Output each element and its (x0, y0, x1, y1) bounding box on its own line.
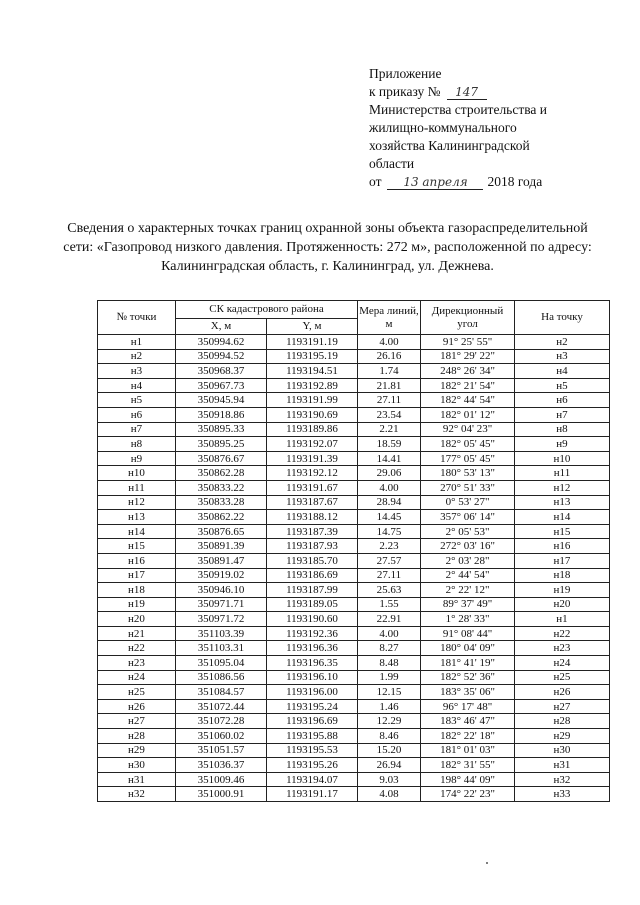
cell-x: 351009.46 (176, 772, 267, 787)
cell-to-point: н1 (515, 612, 610, 627)
cell-y: 1193195.19 (267, 349, 358, 364)
cell-point: н20 (98, 612, 176, 627)
table-row (98, 583, 610, 598)
cell-x: 350971.72 (176, 612, 267, 627)
ministry-line-1: Министерства строительства и (369, 102, 548, 117)
cell-point: н9 (98, 451, 176, 466)
date-suffix: 2018 года (487, 174, 543, 189)
order-prefix: к приказу № (369, 84, 441, 99)
cell-y: 1193194.07 (267, 772, 358, 787)
order-number: 147 (447, 85, 487, 100)
cell-direction: 1° 28' 33" (421, 612, 515, 627)
cell-direction: 181° 01' 03" (421, 743, 515, 758)
table-row (98, 568, 610, 583)
cell-direction: 96° 17' 48" (421, 699, 515, 714)
cell-direction: 2° 05' 53" (421, 524, 515, 539)
table-row (98, 699, 610, 714)
cell-direction: 181° 29' 22" (421, 349, 515, 364)
cell-y: 1193191.17 (267, 787, 358, 802)
cell-direction: 2° 44' 54" (421, 568, 515, 583)
cell-point: н30 (98, 758, 176, 773)
cell-measure: 14.41 (358, 451, 421, 466)
header-x: Х, м (176, 319, 267, 335)
document-title: Сведения о характерных точках границ охранной зоны объекта газораспределительной сети: «Газопровод низкого давления. Протяженность: 272 м», расположенной по адресу: Калининградская область, г. Калининград, ул. Дежнева. (63, 221, 592, 274)
table-row (98, 393, 610, 408)
cell-measure: 15.20 (358, 743, 421, 758)
cell-point: н18 (98, 583, 176, 598)
cell-direction: 270° 51' 33" (421, 480, 515, 495)
cell-direction: 2° 22' 12" (421, 583, 515, 598)
cell-measure: 27.11 (358, 568, 421, 583)
cell-y: 1193188.12 (267, 510, 358, 525)
cell-to-point: н7 (515, 407, 610, 422)
cell-measure: 1.55 (358, 597, 421, 612)
cell-x: 351095.04 (176, 656, 267, 671)
cell-point: н2 (98, 349, 176, 364)
cell-x: 351000.91 (176, 787, 267, 802)
cell-point: н31 (98, 772, 176, 787)
cell-point: н27 (98, 714, 176, 729)
cell-y: 1193196.10 (267, 670, 358, 685)
cell-point: н21 (98, 626, 176, 641)
header-measure: Мера линий, м (358, 301, 421, 335)
cell-measure: 1.99 (358, 670, 421, 685)
cell-x: 350919.02 (176, 568, 267, 583)
cell-direction: 0° 53' 27" (421, 495, 515, 510)
cell-to-point: н2 (515, 335, 610, 350)
table-row (98, 524, 610, 539)
cell-measure: 29.06 (358, 466, 421, 481)
cell-measure: 14.45 (358, 510, 421, 525)
date-line (369, 173, 619, 191)
cell-y: 1193191.19 (267, 335, 358, 350)
cell-to-point: н17 (515, 553, 610, 568)
cell-to-point: н4 (515, 364, 610, 379)
cell-x: 350862.22 (176, 510, 267, 525)
appendix-label: Приложение (369, 66, 442, 81)
cell-y: 1193192.89 (267, 378, 358, 393)
cell-y: 1193195.26 (267, 758, 358, 773)
table-body (98, 335, 610, 802)
cell-measure: 4.00 (358, 335, 421, 350)
cell-x: 350994.62 (176, 335, 267, 350)
cell-x: 350891.47 (176, 553, 267, 568)
cell-y: 1193190.69 (267, 407, 358, 422)
cell-x: 350918.86 (176, 407, 267, 422)
cell-x: 351036.37 (176, 758, 267, 773)
cell-direction: 174° 22' 23" (421, 787, 515, 802)
cell-measure: 12.29 (358, 714, 421, 729)
scan-speck (486, 862, 488, 864)
cell-direction: 183° 35' 06" (421, 685, 515, 700)
cell-measure: 18.59 (358, 437, 421, 452)
cell-direction: 182° 22' 18" (421, 729, 515, 744)
cell-measure: 8.27 (358, 641, 421, 656)
cell-measure: 27.57 (358, 553, 421, 568)
cell-to-point: н6 (515, 393, 610, 408)
cell-to-point: н5 (515, 378, 610, 393)
cell-direction: 357° 06' 14" (421, 510, 515, 525)
table-row (98, 407, 610, 422)
table-row (98, 758, 610, 773)
cell-y: 1193187.93 (267, 539, 358, 554)
cell-to-point: н13 (515, 495, 610, 510)
table-row (98, 349, 610, 364)
table-row (98, 626, 610, 641)
cell-to-point: н25 (515, 670, 610, 685)
cell-y: 1193191.99 (267, 393, 358, 408)
cell-to-point: н24 (515, 656, 610, 671)
cell-direction: 272° 03' 16" (421, 539, 515, 554)
header-direction: Дирекционный угол (421, 301, 515, 335)
ministry-line-4: области (369, 156, 415, 171)
cell-point: н26 (98, 699, 176, 714)
cell-point: н25 (98, 685, 176, 700)
cell-y: 1193187.39 (267, 524, 358, 539)
cell-direction: 91° 25' 55" (421, 335, 515, 350)
table-row (98, 539, 610, 554)
header-y: Y, м (267, 319, 358, 335)
table-row (98, 553, 610, 568)
cell-direction: 180° 04' 09" (421, 641, 515, 656)
cell-point: н12 (98, 495, 176, 510)
cell-to-point: н8 (515, 422, 610, 437)
cell-to-point: н19 (515, 583, 610, 598)
cell-to-point: н29 (515, 729, 610, 744)
cell-x: 351084.57 (176, 685, 267, 700)
cell-y: 1193185.70 (267, 553, 358, 568)
cell-measure: 28.94 (358, 495, 421, 510)
cell-point: н6 (98, 407, 176, 422)
cell-x: 350876.67 (176, 451, 267, 466)
cell-point: н10 (98, 466, 176, 481)
cell-direction: 198° 44' 09" (421, 772, 515, 787)
table-row (98, 714, 610, 729)
date-prefix: от (369, 174, 382, 189)
date-handwritten: 13 апреля (387, 175, 483, 190)
table-row (98, 437, 610, 452)
cell-x: 350967.73 (176, 378, 267, 393)
cell-x: 350891.39 (176, 539, 267, 554)
cell-x: 350895.33 (176, 422, 267, 437)
table-row (98, 685, 610, 700)
cell-y: 1193192.36 (267, 626, 358, 641)
table-row (98, 378, 610, 393)
cell-direction: 182° 44' 54" (421, 393, 515, 408)
cell-to-point: н15 (515, 524, 610, 539)
cell-x: 350895.25 (176, 437, 267, 452)
cell-y: 1193192.12 (267, 466, 358, 481)
table-row (98, 510, 610, 525)
cell-x: 351072.44 (176, 699, 267, 714)
cell-point: н16 (98, 553, 176, 568)
cell-measure: 8.48 (358, 656, 421, 671)
cell-x: 350862.28 (176, 466, 267, 481)
cell-point: н14 (98, 524, 176, 539)
cell-x: 351072.28 (176, 714, 267, 729)
cell-direction: 181° 41' 19" (421, 656, 515, 671)
cell-y: 1193192.07 (267, 437, 358, 452)
cell-measure: 8.46 (358, 729, 421, 744)
cell-to-point: н27 (515, 699, 610, 714)
cell-point: н29 (98, 743, 176, 758)
cell-to-point: н22 (515, 626, 610, 641)
cell-point: н13 (98, 510, 176, 525)
table-row (98, 670, 610, 685)
cell-to-point: н28 (515, 714, 610, 729)
cell-point: н32 (98, 787, 176, 802)
cell-to-point: н33 (515, 787, 610, 802)
cell-to-point: н12 (515, 480, 610, 495)
cell-x: 350971.71 (176, 597, 267, 612)
cell-point: н24 (98, 670, 176, 685)
cell-y: 1193195.53 (267, 743, 358, 758)
cell-measure: 9.03 (358, 772, 421, 787)
cell-to-point: н31 (515, 758, 610, 773)
cell-point: н1 (98, 335, 176, 350)
table-row (98, 656, 610, 671)
cell-point: н8 (98, 437, 176, 452)
cell-direction: 182° 52' 36" (421, 670, 515, 685)
cell-point: н23 (98, 656, 176, 671)
table-row (98, 335, 610, 350)
cell-to-point: н14 (515, 510, 610, 525)
cell-to-point: н32 (515, 772, 610, 787)
cell-point: н11 (98, 480, 176, 495)
table-row (98, 641, 610, 656)
cell-x: 351086.56 (176, 670, 267, 685)
cell-x: 351051.57 (176, 743, 267, 758)
cell-x: 351103.31 (176, 641, 267, 656)
cell-measure: 26.94 (358, 758, 421, 773)
table-header-row (98, 301, 610, 319)
cell-y: 1193196.69 (267, 714, 358, 729)
cell-measure: 22.91 (358, 612, 421, 627)
table-row (98, 422, 610, 437)
cell-y: 1193194.51 (267, 364, 358, 379)
cell-point: н7 (98, 422, 176, 437)
ministry-line-2: жилищно-коммунального (369, 120, 517, 135)
header-to-point: На точку (515, 301, 610, 335)
cell-measure: 23.54 (358, 407, 421, 422)
cell-direction: 177° 05' 45" (421, 451, 515, 466)
cell-point: н19 (98, 597, 176, 612)
cell-direction: 91° 08' 44" (421, 626, 515, 641)
appendix-header (369, 65, 619, 191)
cell-direction: 2° 03' 28" (421, 553, 515, 568)
table-row (98, 787, 610, 802)
cell-measure: 1.74 (358, 364, 421, 379)
table-row (98, 597, 610, 612)
cell-point: н3 (98, 364, 176, 379)
cell-measure: 26.16 (358, 349, 421, 364)
cell-x: 350876.65 (176, 524, 267, 539)
header-sk: СК кадастрового района (176, 301, 358, 319)
cell-x: 350833.22 (176, 480, 267, 495)
cell-x: 350994.52 (176, 349, 267, 364)
cell-y: 1193189.05 (267, 597, 358, 612)
cell-to-point: н30 (515, 743, 610, 758)
cell-y: 1193191.39 (267, 451, 358, 466)
cell-measure: 2.21 (358, 422, 421, 437)
cell-y: 1193191.67 (267, 480, 358, 495)
cell-x: 350945.94 (176, 393, 267, 408)
cell-direction: 182° 21' 54" (421, 378, 515, 393)
cell-measure: 27.11 (358, 393, 421, 408)
cell-to-point: н9 (515, 437, 610, 452)
table-row (98, 729, 610, 744)
cell-to-point: н3 (515, 349, 610, 364)
cell-y: 1193190.60 (267, 612, 358, 627)
table-row (98, 743, 610, 758)
cell-direction: 92° 04' 23" (421, 422, 515, 437)
ministry-line-3: хозяйства Калининградской (369, 138, 530, 153)
cell-x: 350946.10 (176, 583, 267, 598)
cell-point: н5 (98, 393, 176, 408)
cell-measure: 25.63 (358, 583, 421, 598)
cell-to-point: н10 (515, 451, 610, 466)
cell-y: 1193195.24 (267, 699, 358, 714)
cell-direction: 180° 53' 13" (421, 466, 515, 481)
cell-measure: 4.08 (358, 787, 421, 802)
table-row (98, 451, 610, 466)
cell-point: н28 (98, 729, 176, 744)
table-row (98, 612, 610, 627)
cell-direction: 89° 37' 49" (421, 597, 515, 612)
cell-y: 1193196.00 (267, 685, 358, 700)
cell-y: 1193189.86 (267, 422, 358, 437)
cell-y: 1193195.88 (267, 729, 358, 744)
cell-y: 1193187.99 (267, 583, 358, 598)
table-row (98, 495, 610, 510)
cell-x: 350833.28 (176, 495, 267, 510)
cell-direction: 182° 31' 55" (421, 758, 515, 773)
cell-to-point: н23 (515, 641, 610, 656)
cell-to-point: н20 (515, 597, 610, 612)
cell-to-point: н11 (515, 466, 610, 481)
cell-direction: 248° 26' 34" (421, 364, 515, 379)
cell-measure: 21.81 (358, 378, 421, 393)
cell-x: 350968.37 (176, 364, 267, 379)
cell-point: н22 (98, 641, 176, 656)
cell-to-point: н18 (515, 568, 610, 583)
header-point: № точки (98, 301, 176, 335)
cell-point: н15 (98, 539, 176, 554)
table-row (98, 772, 610, 787)
table-row (98, 364, 610, 379)
cell-y: 1193196.35 (267, 656, 358, 671)
cell-measure: 4.00 (358, 480, 421, 495)
cell-point: н17 (98, 568, 176, 583)
cell-x: 351060.02 (176, 729, 267, 744)
cell-to-point: н26 (515, 685, 610, 700)
cell-direction: 182° 01' 12" (421, 407, 515, 422)
cell-direction: 182° 05' 45" (421, 437, 515, 452)
cell-measure: 1.46 (358, 699, 421, 714)
cell-measure: 12.15 (358, 685, 421, 700)
table-row (98, 466, 610, 481)
cell-x: 351103.39 (176, 626, 267, 641)
cell-to-point: н16 (515, 539, 610, 554)
cell-y: 1193186.69 (267, 568, 358, 583)
cell-y: 1193196.36 (267, 641, 358, 656)
cell-measure: 4.00 (358, 626, 421, 641)
coordinates-table (97, 300, 610, 802)
cell-point: н4 (98, 378, 176, 393)
order-line (369, 83, 619, 101)
cell-measure: 14.75 (358, 524, 421, 539)
cell-direction: 183° 46' 47" (421, 714, 515, 729)
cell-y: 1193187.67 (267, 495, 358, 510)
cell-measure: 2.23 (358, 539, 421, 554)
table-row (98, 480, 610, 495)
